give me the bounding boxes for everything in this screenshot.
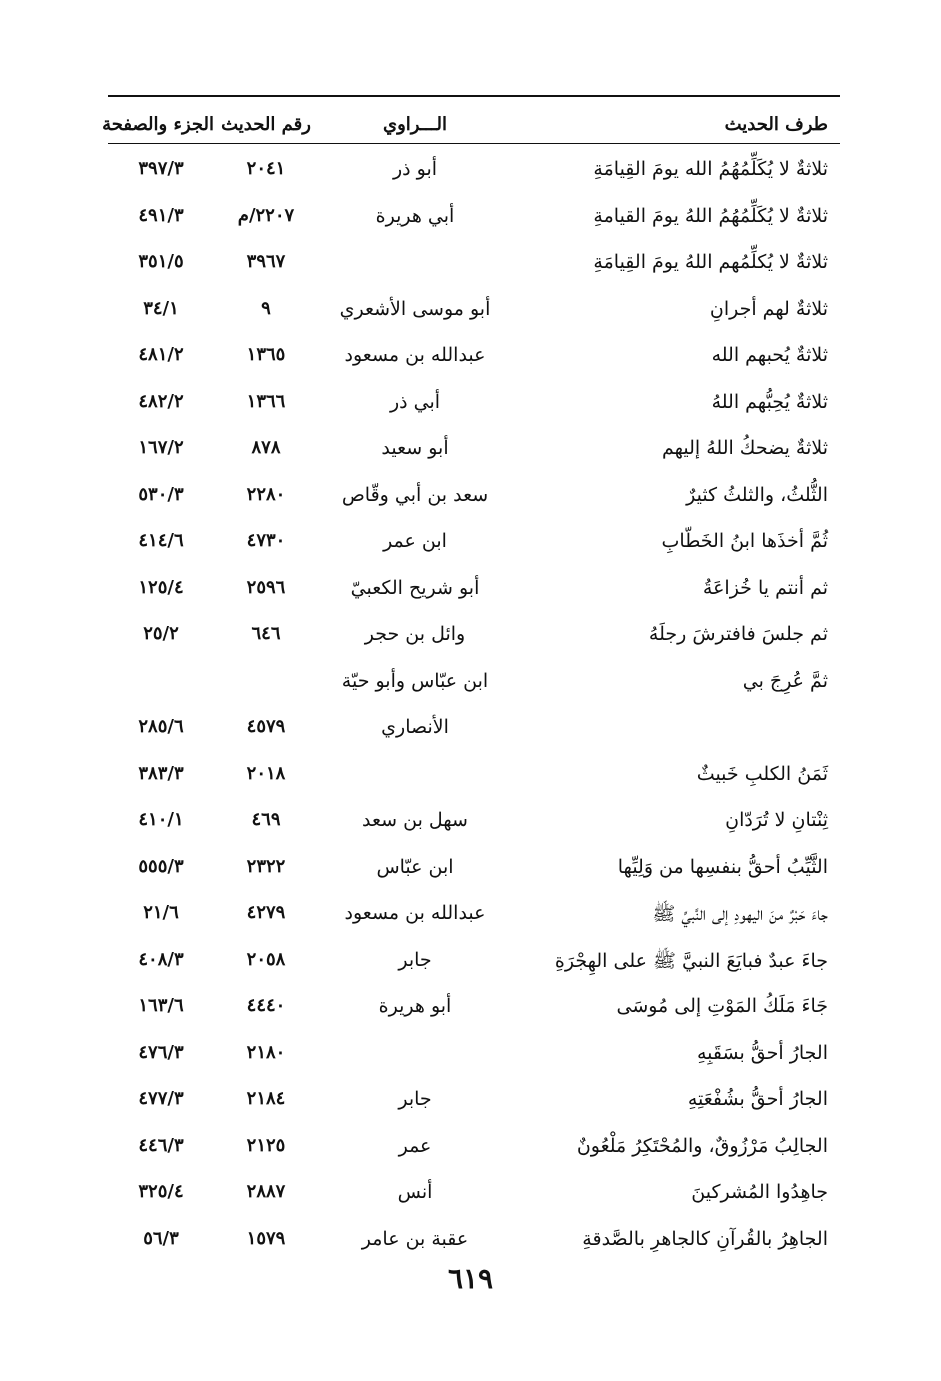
narrator-name: أنس xyxy=(397,1181,433,1203)
hadith-number: ٤٧٣٠ xyxy=(246,530,286,551)
narrator-name: ابن عمر xyxy=(383,530,447,552)
narrator-name: جابر xyxy=(398,948,432,971)
volume-page: ٤١٤/٦ xyxy=(138,530,184,551)
hadith-text: ثلاثةٌ لا يُكَلِّمُهُمُ اللهُ يومَ القيامةِ xyxy=(593,204,828,227)
table-row xyxy=(108,894,840,941)
hadith-number: ١٣٦٦ xyxy=(246,390,286,412)
narrator-name: الأنصاري xyxy=(381,716,449,738)
hadith-number: ٢٠٤١ xyxy=(246,158,286,179)
table-header xyxy=(102,106,840,140)
volume-page: ٤١٠/١ xyxy=(138,809,184,830)
hadith-text: جاءَ عبدٌ فبايَعَ النبيَّ ﷺ على الهِجْرَةِ xyxy=(554,949,828,972)
table-row xyxy=(108,708,840,755)
table-row xyxy=(108,1220,840,1267)
hadith-number: ٤٤٤٠ xyxy=(246,995,286,1016)
narrator-name: وائل بن حجر xyxy=(364,623,466,645)
narrator-name: جابر xyxy=(398,1088,432,1110)
hadith-text: الجاهِرُ بالقُرآنِ كالجاهرِ بالصَّدقةِ xyxy=(582,1227,828,1250)
volume-page: ٤٨١/٢ xyxy=(138,344,184,365)
hadith-text: الجالِبُ مَرْزُوقٌ، والمُحْتَكِرُ مَلْعُونٌ xyxy=(576,1134,828,1157)
table-row xyxy=(108,429,840,476)
hadith-number: ١٣٦٥ xyxy=(246,344,286,365)
table-row xyxy=(108,987,840,1034)
hadith-text: ثُمَّ أخذَها ابنُ الخَطّابِ xyxy=(661,530,828,552)
narrator-name: عقبة بن عامر xyxy=(361,1227,469,1250)
narrator-name: سهل بن سعد xyxy=(362,809,468,831)
hadith-text: ثلاثةٌ لا يُكلِّمُهم اللهُ يومَ القِيامَةِ xyxy=(593,251,828,273)
narrator-name: ابن عبّاس xyxy=(376,855,454,878)
volume-page: ٤٠٨/٣ xyxy=(138,948,184,970)
narrator-name: أبو هريرة xyxy=(378,995,452,1017)
hadith-number: ٢٣٢٢ xyxy=(246,855,286,877)
table-row xyxy=(108,476,840,523)
hadith-text: جاهِدُوا المُشركينَ xyxy=(691,1181,828,1203)
table-row xyxy=(108,1127,840,1174)
table-row xyxy=(108,662,840,709)
page-number: ٦١٩ xyxy=(447,1262,494,1295)
hadith-number: ٢٢٨٠ xyxy=(246,483,286,505)
narrator-name: عمر xyxy=(398,1134,432,1157)
hadith-text: ثلاثةٌ يُحِبُّهم اللهُ xyxy=(711,390,828,413)
table-row xyxy=(108,1173,840,1220)
hadith-text: ثِنْتانِ لا تُرَدّانِ xyxy=(725,809,828,831)
table-row xyxy=(108,848,840,895)
hadith-number: ٢٥٩٦ xyxy=(246,576,286,598)
volume-page: ١٦٧/٢ xyxy=(138,437,184,458)
table-row xyxy=(108,1034,840,1081)
volume-page: ٣٨٣/٣ xyxy=(138,762,184,784)
volume-page: ١٦٣/٦ xyxy=(138,995,184,1016)
volume-page: ٥٦/٣ xyxy=(143,1227,179,1249)
hadith-text: ثم جلسَ فافترشَ رجلَهُ xyxy=(648,623,828,645)
table-row xyxy=(108,197,840,244)
hadith-number: ٢١٨٤ xyxy=(246,1088,286,1109)
volume-page: ٣٥١/٥ xyxy=(138,251,184,272)
volume-page: ٥٥٥/٣ xyxy=(138,855,184,877)
hadith-number: ٣٩٦٧ xyxy=(246,251,286,272)
hadith-text: جاءَ حَبْرٌ منَ اليهودِ إلى النَّبيِّ ﷺ xyxy=(652,903,828,925)
table-row xyxy=(108,941,840,988)
hadith-number: ٢٠٥٨ xyxy=(246,948,286,970)
narrator-name: ابن عبّاس وأبو حيّة xyxy=(341,669,489,692)
table-row xyxy=(108,615,840,662)
table-row xyxy=(108,522,840,569)
hadith-number: ٤٥٧٩ xyxy=(246,716,286,737)
hadith-number: ٢٠١٨ xyxy=(246,762,286,784)
table-row xyxy=(108,336,840,383)
hadith-text: ثلاثةٌ يضحكُ اللهُ إليهم xyxy=(661,437,828,459)
hadith-number: ٦٤٦ xyxy=(251,623,281,644)
hadith-index-table xyxy=(108,150,840,1266)
hadith-number: ٢١٨٠ xyxy=(246,1041,286,1063)
table-row xyxy=(108,383,840,430)
volume-page: ٣٢٥/٤ xyxy=(138,1181,184,1202)
volume-page: ٣٤/١ xyxy=(143,297,179,319)
hadith-number: ٢٨٨٧ xyxy=(246,1181,286,1202)
narrator-name: أبو شريح الكعبيّ xyxy=(350,576,480,599)
narrator-name: أبي ذر xyxy=(389,390,441,413)
table-row xyxy=(108,755,840,802)
header-rule xyxy=(108,143,840,144)
table-row xyxy=(108,801,840,848)
header-volume-page: الجزء والصفحة xyxy=(102,114,214,135)
hadith-number: ٨٧٨ xyxy=(251,437,281,458)
volume-page: ٢٥/٢ xyxy=(143,623,179,644)
hadith-text: الثَّيِّبُ أحقُّ بنفسِها من وَلِيِّها xyxy=(617,855,828,878)
hadith-text: الثُّلثُ، والثلثُ كثيرٌ xyxy=(686,483,828,506)
hadith-number: ١٥٧٩ xyxy=(246,1227,286,1249)
hadith-text: ثلاثةٌ لا يُكَلِّمُهُمُ الله يومَ القِيامَةِ xyxy=(593,158,828,180)
volume-page: ٤٧٧/٣ xyxy=(138,1088,184,1109)
table-row xyxy=(108,290,840,337)
hadith-text: ثم أنتم يا خُزاعَةُ xyxy=(702,576,828,599)
header-hadith-number: رقم الحديث xyxy=(221,114,311,135)
volume-page: ٢٨٥/٦ xyxy=(138,716,184,737)
top-rule xyxy=(108,95,840,97)
hadith-number: ٩ xyxy=(261,297,271,319)
narrator-name: عبدالله بن مسعود xyxy=(344,344,486,366)
volume-page: ١٢٥/٤ xyxy=(138,576,184,598)
hadith-text: ثَمَنُ الكلبِ خَبيثٌ xyxy=(696,762,828,785)
header-narrator: الـــراوي xyxy=(382,114,448,135)
volume-page: ٤٧٦/٣ xyxy=(138,1041,184,1063)
table-row xyxy=(108,569,840,616)
narrator-name: أبو ذر xyxy=(392,158,438,180)
volume-page: ٥٣٠/٣ xyxy=(138,483,184,505)
volume-page: ٢١/٦ xyxy=(143,902,179,923)
hadith-number: ٤٦٩ xyxy=(251,809,281,830)
hadith-text: ثلاثةٌ يُحبهم الله xyxy=(711,344,828,366)
narrator-name: عبدالله بن مسعود xyxy=(344,902,486,924)
hadith-number: ٢٢٠٧/م xyxy=(237,204,295,226)
hadith-text: جَاءَ مَلَكُ المَوْتِ إلى مُوسَى xyxy=(616,995,828,1017)
hadith-text: ثمَّ عُرِجَ بي xyxy=(742,669,828,692)
header-hadith-text: طرف الحديث xyxy=(724,114,828,135)
narrator-name: أبو سعيد xyxy=(381,437,449,459)
hadith-number: ٢١٢٥ xyxy=(246,1134,286,1156)
table-row xyxy=(108,243,840,290)
volume-page: ٤٩١/٣ xyxy=(138,204,184,226)
hadith-number: ٤٢٧٩ xyxy=(246,902,286,923)
hadith-text: الجارُ أحقُّ بسَقَبِهِ xyxy=(696,1041,828,1064)
volume-page: ٤٤٦/٣ xyxy=(138,1134,184,1156)
volume-page: ٤٨٢/٢ xyxy=(138,390,184,412)
volume-page: ٣٩٧/٣ xyxy=(138,158,184,179)
narrator-name: سعد بن أبي وقّاص xyxy=(341,483,489,506)
hadith-text: ثلاثةٌ لهم أجرانِ xyxy=(709,297,828,320)
table-row xyxy=(108,150,840,197)
table-row xyxy=(108,1080,840,1127)
hadith-text: الجارُ أحقُّ بشُفْعَتِهِ xyxy=(687,1088,828,1110)
narrator-name: أبو موسى الأشعري xyxy=(339,297,491,320)
narrator-name: أبي هريرة xyxy=(375,204,455,227)
